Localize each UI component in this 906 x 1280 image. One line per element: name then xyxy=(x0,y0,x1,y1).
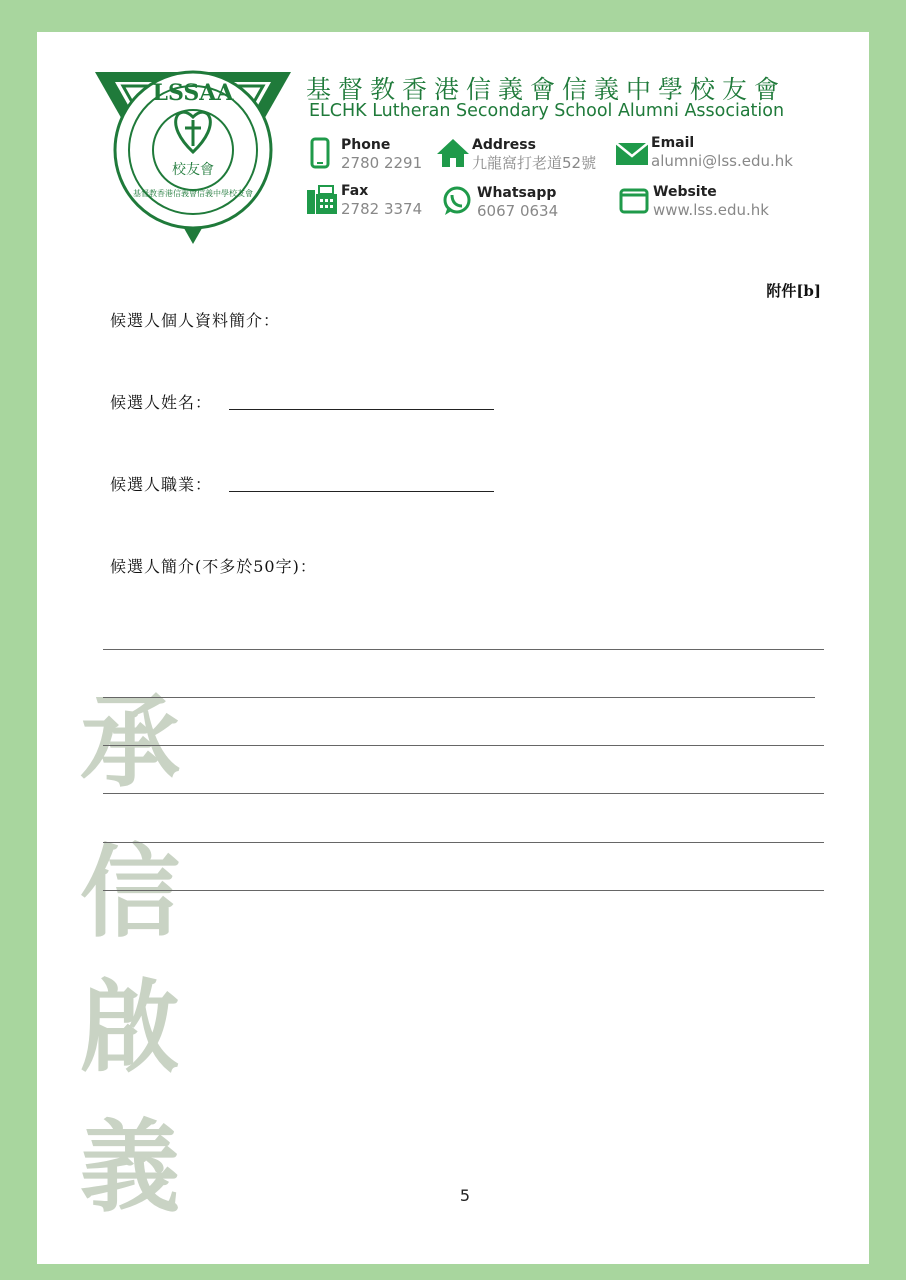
fax-icon xyxy=(305,182,339,216)
email-label: Email xyxy=(651,135,695,151)
bio-line[interactable] xyxy=(103,842,824,843)
candidate-occupation-field[interactable] xyxy=(229,491,494,492)
address-value: 九龍窩打老道52號 xyxy=(472,154,597,172)
phone-value: 2780 2291 xyxy=(341,154,423,172)
watermark-char: 信 xyxy=(80,833,180,951)
phone-label: Phone xyxy=(341,137,391,153)
fax-label: Fax xyxy=(341,183,369,199)
candidate-bio-label: 候選人簡介(不多於50字)： xyxy=(110,557,317,576)
bio-line[interactable] xyxy=(103,890,824,891)
address-label: Address xyxy=(472,137,536,153)
bio-line[interactable] xyxy=(103,697,815,698)
envelope-icon xyxy=(615,134,649,168)
watermark-char: 承 xyxy=(80,683,180,801)
watermark-char: 啟 xyxy=(80,968,180,1086)
contact-address xyxy=(436,136,596,172)
website-value: www.lss.edu.hk xyxy=(653,201,769,219)
candidate-name-field[interactable] xyxy=(229,409,494,410)
candidate-occupation-label: 候選人職業： xyxy=(110,475,213,494)
contact-whatsapp xyxy=(441,184,558,220)
attachment-label: 附件[b] xyxy=(766,282,821,300)
bio-line[interactable] xyxy=(103,793,824,794)
lssaa-logo xyxy=(93,62,293,247)
website-label: Website xyxy=(653,184,717,200)
page-number: 5 xyxy=(459,1186,471,1205)
contact-fax xyxy=(305,182,422,218)
house-icon xyxy=(436,136,470,170)
email-value: alumni@lss.edu.hk xyxy=(651,152,793,170)
phone-icon xyxy=(305,136,339,170)
fax-value: 2782 3374 xyxy=(341,200,423,218)
contact-email xyxy=(615,134,793,170)
whatsapp-icon xyxy=(441,184,475,218)
logo-inner-text: 校友會 xyxy=(172,162,214,178)
monitor-icon xyxy=(617,183,651,217)
whatsapp-label: Whatsapp xyxy=(477,185,557,201)
logo-ring-text: 基督教香港信義會信義中學校友會 xyxy=(133,189,253,198)
contact-phone xyxy=(305,136,422,172)
section-title: 候選人個人資料簡介： xyxy=(110,311,281,330)
org-name-zh: 基督教香港信義會信義中學校友會 xyxy=(306,75,787,104)
bio-line[interactable] xyxy=(103,745,824,746)
candidate-name-label: 候選人姓名： xyxy=(110,393,213,412)
watermark-char: 義 xyxy=(80,1108,180,1226)
form-page xyxy=(37,32,869,1264)
whatsapp-value: 6067 0634 xyxy=(477,202,559,220)
contact-website xyxy=(617,183,769,219)
bio-line[interactable] xyxy=(103,649,824,650)
logo-top-text: LSSAA xyxy=(152,80,234,106)
org-name-en: ELCHK Lutheran Secondary School Alumni Association xyxy=(309,101,785,121)
